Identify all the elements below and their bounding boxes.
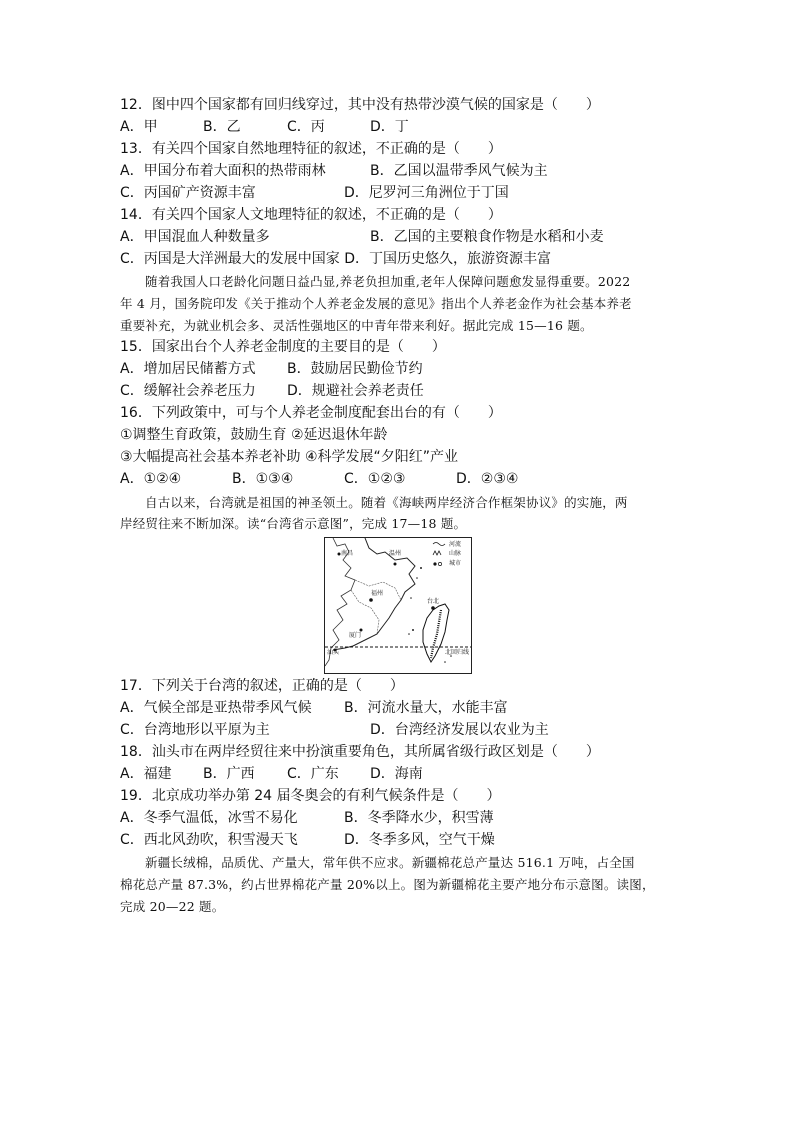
city-dot-wenzhou <box>394 563 397 566</box>
passage-3-line-2: 棉花总产量 87.3%，约占世界棉花产量 20%以上。图为新疆棉花主要产地分布示意图。读图， <box>120 877 655 892</box>
island <box>444 661 446 663</box>
map-label-fuzhou: 福州 <box>371 590 384 597</box>
question-19-option-b: B．冬季降水少，积雪薄 <box>344 810 494 826</box>
question-19-stem: 19．北京成功举办第 24 届冬奥会的有利气候条件是（ ） <box>120 788 501 804</box>
question-14-stem: 14．有关四个国家人文地理特征的叙述，不正确的是（ ） <box>120 207 502 223</box>
question-16-option-d: D．②③④ <box>456 471 519 487</box>
question-16-statements-1: ①调整生育政策，鼓励生育 ②延迟退休年龄 <box>120 427 388 443</box>
question-17-option-b: B．河流水量大，水能丰富 <box>344 700 508 716</box>
passage-1-line-3: 重要补充，为就业机会多、灵活性强地区的中青年带来利好。据此完成 15—16 题。 <box>120 318 593 333</box>
legend-label-river: 河流 <box>449 541 462 548</box>
passage-2-line-2: 岸经贸往来不断加深。读“台湾省示意图”，完成 17—18 题。 <box>120 516 467 531</box>
question-15-option-d: D．规避社会养老责任 <box>287 383 424 399</box>
passage-3-line-1: 新疆长绒棉，品质优、产量大，常年供不应求。新疆棉花总产量达 516.1 万吨，占全国 <box>145 855 635 870</box>
passage-3-line-3: 完成 20—22 题。 <box>120 899 225 914</box>
island <box>416 577 418 579</box>
map-label-tropic-of-cancer: 北回归线 <box>445 649 470 656</box>
question-16-option-b: B．①③④ <box>232 471 294 487</box>
question-16-option-c: C．①②③ <box>344 471 406 487</box>
penghu-islands <box>412 629 414 631</box>
city-dot-fuzhou <box>369 598 373 602</box>
question-15-stem: 15．国家出台个人养老金制度的主要目的是（ ） <box>120 339 446 355</box>
question-13-option-a: A．甲国分布着大面积的热带雨林 <box>120 163 326 179</box>
question-15-option-c: C．缓解社会养老压力 <box>120 383 256 399</box>
map-label-taibei: 台北 <box>427 598 440 605</box>
passage-1-line-2: 年 4 月，国务院印发《关于推动个人养老金发展的意见》指出个人养老金作为社会基本养老 <box>120 296 632 311</box>
question-12-option-b: B．乙 <box>203 119 241 135</box>
taiwan-province-map <box>324 537 472 674</box>
question-14-option-cd: C．丙国是大洋洲最大的发展中国家 D．丁国历史悠久，旅游资源丰富 <box>120 251 552 267</box>
question-12-option-d: D．丁 <box>370 119 409 135</box>
question-18-option-a: A．福建 <box>120 766 172 782</box>
question-18-option-c: C．广东 <box>287 766 339 782</box>
question-16-stem: 16．下列政策中，可与个人养老金制度配套出台的有（ ） <box>120 405 502 421</box>
question-16-option-a: A．①②④ <box>120 471 182 487</box>
question-14-option-a: A．甲国混血人种数量多 <box>120 229 270 245</box>
question-17-option-c: C．台湾地形以平原为主 <box>120 722 270 738</box>
question-13-option-c: C．丙国矿产资源丰富 <box>120 185 256 201</box>
map-label-nanchang: 南昌 <box>341 550 354 557</box>
question-16-statements-2: ③大幅提高社会基本养老补助 ④科学发展“夕阳红”产业 <box>120 449 459 465</box>
passage-2-line-1: 自古以来，台湾就是祖国的神圣领土。随着《海峡两岸经济合作框架协议》的实施，两 <box>145 495 628 510</box>
question-13-option-d: D．尼罗河三角洲位于丁国 <box>344 185 509 201</box>
passage-1-line-1: 随着我国人口老龄化问题日益凸显,养老负担加重,老年人保障问题愈发显得重要。2022 <box>145 274 631 289</box>
question-13-option-b: B．乙国以温带季风气候为主 <box>370 163 548 179</box>
question-17-option-a: A．气候全部是亚热带季风气候 <box>120 700 312 716</box>
map-label-xiamen: 厦门 <box>349 632 362 639</box>
legend-label-mountain: 山脉 <box>449 550 462 557</box>
question-19-option-c: C．西北风劲吹，积雪漫天飞 <box>120 832 298 848</box>
question-17-option-d: D．台湾经济发展以农业为主 <box>370 722 549 738</box>
legend-label-city: 城市 <box>449 560 462 567</box>
city-legend-icon <box>433 562 436 565</box>
question-12-option-c: C．丙 <box>287 119 325 135</box>
question-15-option-b: B．鼓励居民勤俭节约 <box>287 361 423 377</box>
question-18-option-d: D．海南 <box>370 766 423 782</box>
island <box>420 567 422 569</box>
question-19-option-d: D．冬季多风，空气干燥 <box>344 832 495 848</box>
question-14-option-b: B．乙国的主要粮食作物是水稻和小麦 <box>370 229 604 245</box>
city-dot-taibei <box>431 606 435 610</box>
question-17-stem: 17．下列关于台湾的叙述，正确的是（ ） <box>120 678 404 694</box>
question-18-stem: 18．汕头市在两岸经贸往来中扮演重要角色，其所属省级行政区划是（ ） <box>120 744 600 760</box>
question-19-option-a: A．冬季气温低，冰雪不易化 <box>120 810 298 826</box>
map-label-shantou: 汕头 <box>327 649 340 656</box>
question-15-option-a: A．增加居民储蓄方式 <box>120 361 256 377</box>
question-18-option-b: B．广西 <box>203 766 255 782</box>
penghu-islands <box>408 633 410 635</box>
question-12-stem: 12．图中四个国家都有回归线穿过，其中没有热带沙漠气候的国家是（ ） <box>120 97 600 113</box>
map-label-wenzhou: 温州 <box>389 550 402 557</box>
question-12-option-a: A．甲 <box>120 119 158 135</box>
island <box>410 597 412 599</box>
question-13-stem: 13．有关四个国家自然地理特征的叙述，不正确的是（ ） <box>120 141 502 157</box>
